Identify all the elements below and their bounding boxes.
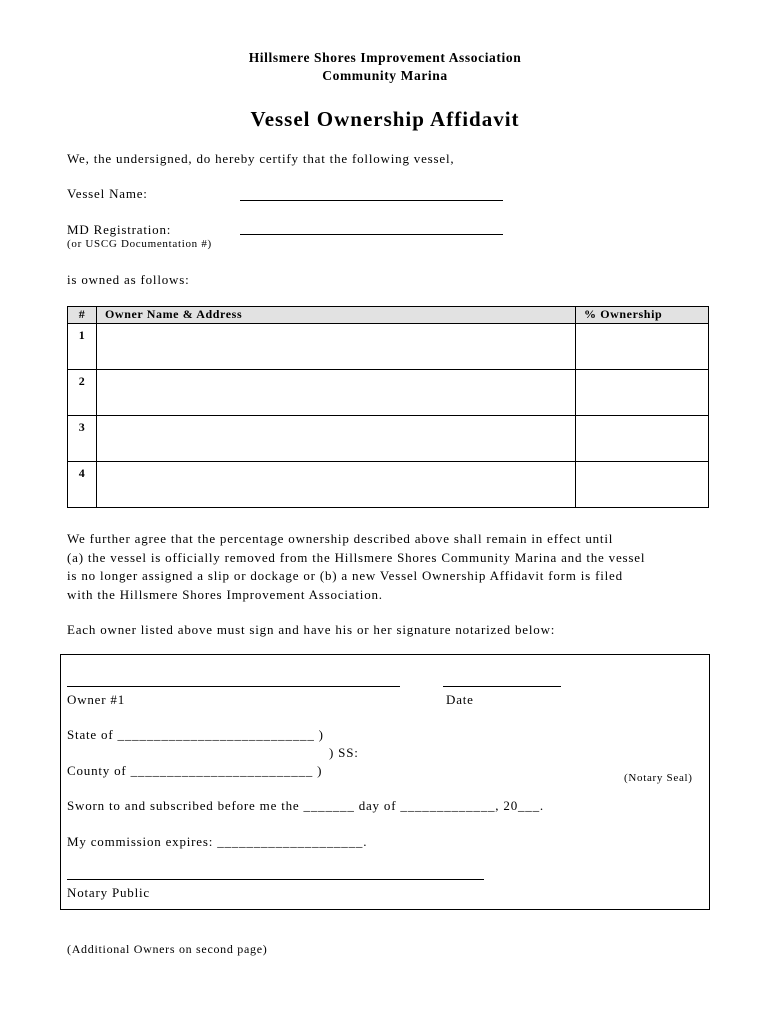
date-label: Date xyxy=(446,692,474,707)
state-line[interactable]: State of ___________________________ ) xyxy=(67,727,324,742)
row-number: 1 xyxy=(68,324,97,370)
owner-name-address-cell[interactable] xyxy=(97,324,576,370)
sign-instruction: Each owner listed above must sign and have his or her signature notarized below: xyxy=(67,622,556,637)
row-number: 3 xyxy=(68,416,97,462)
owners-table xyxy=(67,306,709,508)
agreement-line: We further agree that the percentage ownership described above shall remain in effect until xyxy=(67,531,614,546)
agreement-paragraph xyxy=(67,530,717,604)
table-header-row xyxy=(68,307,709,324)
vessel-name-label: Vessel Name: xyxy=(67,186,148,201)
sworn-statement[interactable]: Sworn to and subscribed before me the _______ day of _____________, 20___. xyxy=(67,798,544,813)
notary-public-label: Notary Public xyxy=(67,885,150,900)
ownership-percent-cell[interactable] xyxy=(576,416,709,462)
owner-name-address-cell[interactable] xyxy=(97,416,576,462)
county-line[interactable]: County of _________________________ ) xyxy=(67,763,323,778)
notary-box xyxy=(60,654,710,910)
table-row xyxy=(68,416,709,462)
row-number: 4 xyxy=(68,462,97,508)
page-title: Vessel Ownership Affidavit xyxy=(250,107,520,131)
row-number: 2 xyxy=(68,370,97,416)
ownership-percent-cell[interactable] xyxy=(576,462,709,508)
notary-signature-line[interactable] xyxy=(67,879,484,880)
owner-name-address-cell[interactable] xyxy=(97,462,576,508)
agreement-line: is no longer assigned a slip or dockage or (b) a new Vessel Ownership Affidavit form is filed xyxy=(67,568,623,583)
agreement-line: with the Hillsmere Shores Improvement Association. xyxy=(67,586,383,602)
vessel-name-field[interactable] xyxy=(240,200,503,201)
marina-name: Community Marina xyxy=(322,68,448,83)
column-header-ownership: % Ownership xyxy=(576,307,709,324)
organization-name: Hillsmere Shores Improvement Association xyxy=(248,50,522,65)
table-row xyxy=(68,462,709,508)
table-row xyxy=(68,370,709,416)
date-line[interactable] xyxy=(443,686,561,687)
md-registration-label: MD Registration: xyxy=(67,222,172,237)
notary-seal-label: (Notary Seal) xyxy=(624,772,693,784)
certify-text: We, the undersigned, do hereby certify that the following vessel, xyxy=(67,151,455,166)
ownership-percent-cell[interactable] xyxy=(576,324,709,370)
column-header-owner: Owner Name & Address xyxy=(97,307,576,324)
table-row xyxy=(68,324,709,370)
uscg-note: (or USCG Documentation #) xyxy=(67,238,212,250)
ownership-percent-cell[interactable] xyxy=(576,370,709,416)
ss-label: ) SS: xyxy=(329,745,359,760)
md-registration-field[interactable] xyxy=(240,234,503,235)
commission-expires[interactable]: My commission expires: ____________________. xyxy=(67,834,368,849)
owned-as-follows-text: is owned as follows: xyxy=(67,272,190,287)
additional-owners-note: (Additional Owners on second page) xyxy=(67,942,268,956)
owner-signature-line[interactable] xyxy=(67,686,400,687)
owner-label: Owner #1 xyxy=(67,692,126,707)
owner-name-address-cell[interactable] xyxy=(97,370,576,416)
agreement-line: (a) the vessel is officially removed from the Hillsmere Shores Community Marina and the vessel xyxy=(67,549,646,565)
column-header-number: # xyxy=(68,307,97,324)
